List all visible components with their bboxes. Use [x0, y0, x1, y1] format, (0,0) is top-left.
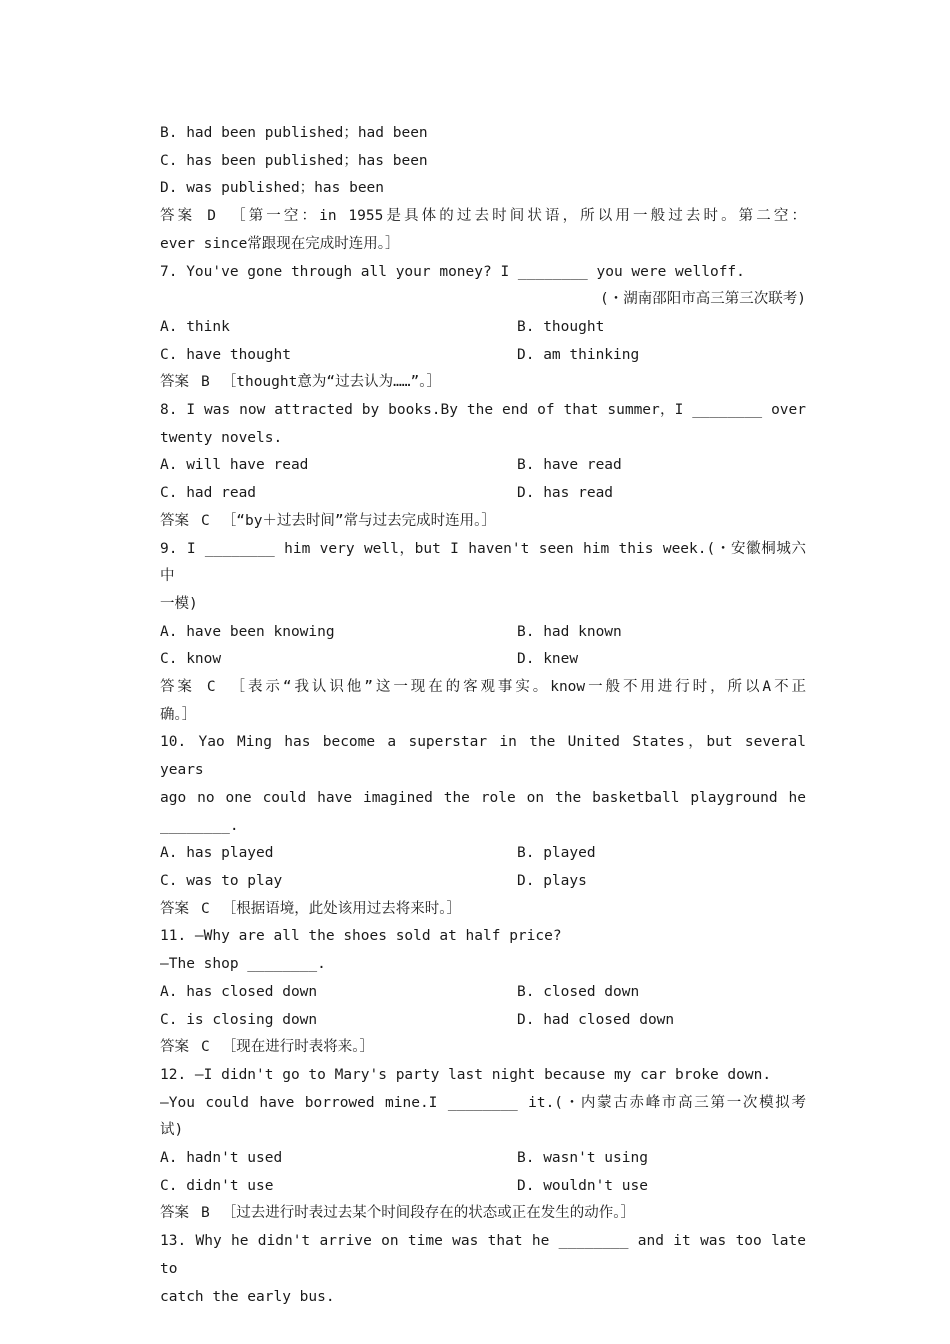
q6-option-d: D. was published；has been [160, 180, 385, 197]
q10-stem-line-2: ago no one could have imagined the role on the basketball playground he [160, 789, 806, 806]
q9-option-d: D. knew [517, 651, 579, 668]
q10-stem-line-3: ________. [160, 817, 239, 834]
q8-stem-line-1: 8. I was now attracted by books.By the end of that summer，I ________ over [160, 402, 806, 419]
q12-options-row-1 [160, 1145, 806, 1173]
q12-option-c: C. didn't use [160, 1177, 274, 1194]
q11-option-d: D. had closed down [517, 1011, 675, 1028]
q11-stem-line-1: 11. —Why are all the shoes sold at half price? [160, 928, 562, 945]
q8-option-c: C. had read [160, 485, 257, 502]
q8-option-d: D. has read [517, 485, 614, 502]
q7-stem: 7. You've gone through all your money? I ________ you were welloff. [160, 263, 745, 280]
q11-option-c: C. is closing down [160, 1011, 318, 1028]
q11-option-a: A. has closed down [160, 983, 318, 1000]
q8-options-row-1 [160, 452, 806, 480]
answer-key: D [207, 208, 216, 225]
q13-stem-line-1: 13. Why he didn't arrive on time was that he ________ and it was too late to [160, 1233, 815, 1277]
q8-option-a: A. will have read [160, 457, 309, 474]
q9-options-row-2 [160, 646, 806, 674]
q8-option-b: B. have read [517, 457, 622, 474]
answer-key: C [201, 1039, 210, 1056]
q12-option-a: A. hadn't used [160, 1150, 283, 1167]
answer-explanation: ［“by＋过去时间”常与过去完成时连用。］ [221, 512, 496, 529]
q9-answer-line [160, 674, 806, 702]
q7-option-d: D. am thinking [517, 346, 640, 363]
q12-option-d: D. wouldn't use [517, 1177, 648, 1194]
q12-stem-line-1: 12. —I didn't go to Mary's party last night because my car broke down. [160, 1066, 772, 1083]
q10-option-d: D. plays [517, 872, 587, 889]
q10-option-a: A. has played [160, 845, 274, 862]
answer-explanation: ［过去进行时表过去某个时间段存在的状态或正在发生的动作。］ [221, 1205, 635, 1222]
q12-answer-line [160, 1200, 806, 1228]
answer-label: 答案 [160, 374, 189, 391]
answer-key: C [206, 679, 216, 696]
q10-options-row-1 [160, 840, 806, 868]
q9-option-a: A. have been knowing [160, 623, 335, 640]
q11-options-row-1 [160, 979, 806, 1007]
answer-explanation: ［thought意为“过去认为……”。］ [221, 374, 442, 391]
answer-key: C [201, 900, 210, 917]
answer-label: 答案 [160, 679, 195, 696]
q8-options-row-2 [160, 480, 806, 508]
q9-stem-line-2: 一模) [160, 595, 198, 612]
q12-stem-line-2: —You could have borrowed mine.I ________ it.(・内蒙古赤峰市高三第一次模拟考 [160, 1094, 806, 1111]
answer-explanation: ［表示“我认识他”这一现在的客观事实。know一般不用进行时，所以A不正 [227, 679, 807, 696]
q7-option-b: B. thought [517, 318, 605, 335]
q12-stem-line-3: 试) [160, 1122, 184, 1139]
q13-stem-line-2: catch the early bus. [160, 1288, 335, 1305]
q10-answer-line [160, 896, 806, 924]
answer-explanation: ［第一空：in 1955是具体的过去时间状语，所以用一般过去时。第二空： [227, 208, 807, 225]
q7-source: (・湖南邵阳市高三第三次联考) [600, 291, 806, 308]
q7-answer-line [160, 369, 806, 397]
answer-label: 答案 [160, 208, 196, 225]
answer-key: B [201, 1205, 210, 1222]
answer-explanation: ［现在进行时表将来。］ [221, 1039, 374, 1056]
q6-option-c: C. has been published；has been [160, 152, 428, 169]
q9-options-row-1 [160, 619, 806, 647]
q10-stem-line-1: 10. Yao Ming has become a superstar in the United States，but several years [160, 734, 815, 779]
answer-label: 答案 [160, 900, 189, 917]
q6-answer-line [160, 203, 806, 231]
answer-key: B [201, 374, 210, 391]
answer-key: C [201, 512, 210, 529]
q11-option-b: B. closed down [517, 983, 640, 1000]
q7-options-row-2 [160, 342, 806, 370]
q11-stem-line-2: —The shop ________. [160, 956, 326, 973]
q10-option-c: C. was to play [160, 872, 283, 889]
q9-option-b: B. had known [517, 623, 622, 640]
q9-stem-line-1: 9. I ________ him very well，but I haven't seen him this week.(・安徽桐城六中 [160, 540, 806, 585]
q12-option-b: B. wasn't using [517, 1150, 648, 1167]
q7-option-a: A. think [160, 318, 230, 335]
q8-stem-line-2: twenty novels. [160, 429, 283, 446]
answer-explanation: ［根据语境，此处该用过去将来时。］ [221, 900, 461, 917]
q11-options-row-2 [160, 1007, 806, 1035]
q9-explanation-cont: 确。］ [160, 706, 197, 723]
q7-option-c: C. have thought [160, 346, 291, 363]
q9-option-c: C. know [160, 651, 222, 668]
q6-explanation-cont: ever since常跟现在完成时连用。］ [160, 235, 400, 252]
answer-label: 答案 [160, 512, 189, 529]
q11-answer-line [160, 1034, 806, 1062]
q7-options-row-1 [160, 314, 806, 342]
answer-label: 答案 [160, 1205, 189, 1222]
q10-option-b: B. played [517, 845, 596, 862]
answer-label: 答案 [160, 1039, 189, 1056]
q12-options-row-2 [160, 1173, 806, 1201]
q8-answer-line [160, 508, 806, 536]
exercise-content [160, 120, 815, 1311]
q10-options-row-2 [160, 868, 806, 896]
q6-option-b: B. had been published；had been [160, 125, 428, 141]
